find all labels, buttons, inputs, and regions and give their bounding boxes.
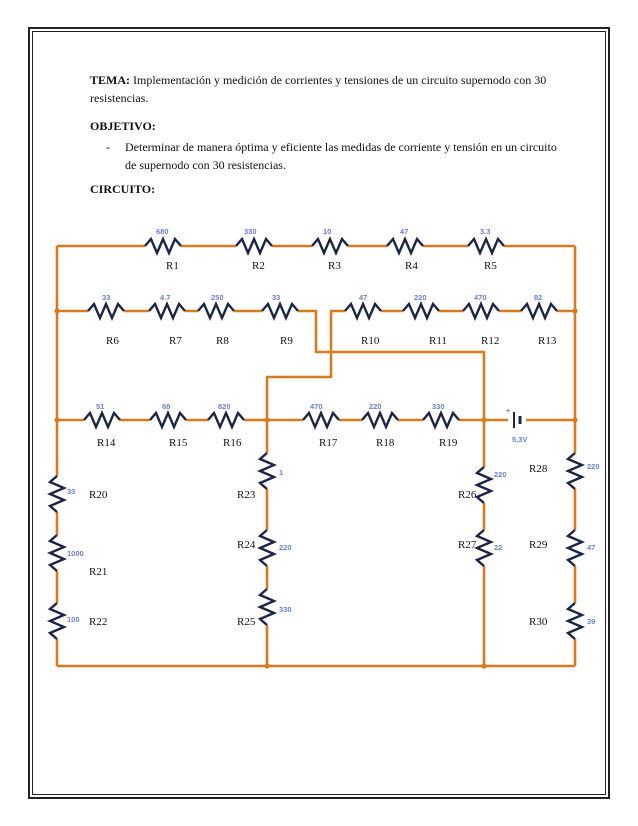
- resistor-r5: [468, 227, 504, 272]
- resistor-gap: [264, 589, 270, 625]
- node-dot: [264, 663, 269, 668]
- resistor-value-r26: 220: [494, 470, 507, 479]
- circuit-nodes: [54, 308, 577, 668]
- objetivo-text-line1: Determinar de manera óptima y eficiente las medidas de corriente y tensión en un circuito: [125, 140, 557, 154]
- resistor-r15: [150, 402, 188, 449]
- resistor-r3: [312, 227, 348, 272]
- resistor-r26: [458, 467, 507, 503]
- resistor-value-r21: 1000: [67, 549, 84, 558]
- resistor-value-r28: 220: [587, 462, 600, 471]
- resistor-r4: [387, 227, 423, 272]
- wire: [267, 311, 575, 666]
- resistor-label-r17: R17: [319, 437, 338, 449]
- resistor-label-r22: R22: [89, 616, 108, 628]
- resistor-value-r24: 220: [279, 543, 292, 552]
- resistor-gap: [481, 530, 487, 566]
- resistor-r11: [403, 293, 447, 347]
- node-dot: [54, 308, 59, 313]
- resistor-label-r11: R11: [429, 335, 447, 347]
- resistor-label-r6: R6: [106, 335, 119, 347]
- resistor-r9: [262, 293, 298, 347]
- resistor-value-r13: 82: [534, 293, 543, 302]
- resistor-label-r26: R26: [458, 489, 477, 501]
- resistor-r17: [303, 402, 339, 449]
- resistor-r7: [149, 293, 185, 347]
- battery-plus: +: [506, 406, 511, 415]
- resistor-label-r10: R10: [361, 335, 380, 347]
- resistor-value-r3: 10: [323, 227, 332, 236]
- resistor-r6: [88, 293, 124, 347]
- node-dot: [481, 417, 486, 422]
- resistor-value-r2: 330: [244, 227, 257, 236]
- node-dot: [481, 663, 486, 668]
- resistor-r20: [50, 476, 108, 512]
- resistor-value-r19: 330: [432, 402, 445, 411]
- resistor-gap: [345, 308, 381, 314]
- resistor-label-r7: R7: [169, 335, 182, 347]
- resistor-value-r5: 3.3: [480, 227, 491, 236]
- resistor-gap: [149, 308, 185, 314]
- resistor-r10: [345, 293, 381, 347]
- resistor-r12: [463, 293, 499, 347]
- resistor-value-r23: 1: [279, 468, 284, 477]
- resistor-label-r2: R2: [252, 260, 265, 272]
- resistor-gap: [572, 453, 578, 489]
- resistor-label-r19: R19: [439, 437, 458, 449]
- resistor-label-r23: R23: [237, 489, 256, 501]
- resistor-label-r9: R9: [280, 335, 293, 347]
- resistor-value-r11: 220: [414, 293, 427, 302]
- resistor-value-r14: 51: [96, 402, 105, 411]
- resistor-r23: [237, 453, 283, 501]
- resistor-gap: [208, 417, 244, 423]
- resistor-gap: [84, 417, 120, 423]
- tema-text-line1: Implementación y medición de corrientes y tensiones de un circuito supernodo con 30: [133, 73, 547, 87]
- resistor-r30: [529, 603, 595, 639]
- resistor-gap: [145, 243, 181, 249]
- resistor-gap: [198, 308, 234, 314]
- resistor-label-r3: R3: [328, 260, 341, 272]
- resistor-gap: [312, 243, 348, 249]
- resistor-r18: [362, 402, 398, 449]
- resistor-label-r24: R24: [237, 539, 256, 551]
- resistor-label-r29: R29: [529, 539, 548, 551]
- resistor-label-r16: R16: [223, 437, 242, 449]
- resistor-label-r1: R1: [166, 260, 179, 272]
- resistor-value-r15: 68: [162, 402, 171, 411]
- resistor-value-r16: 820: [218, 402, 231, 411]
- resistor-label-r18: R18: [376, 437, 395, 449]
- resistor-value-r9: 33: [272, 293, 281, 302]
- tema-label: TEMA:: [90, 73, 130, 87]
- resistor-r16: [208, 402, 244, 449]
- resistor-gap: [54, 603, 60, 639]
- resistor-label-r8: R8: [216, 335, 229, 347]
- resistor-gap: [303, 417, 339, 423]
- resistor-r22: [50, 603, 107, 639]
- resistor-r13: [521, 293, 557, 347]
- battery: [506, 406, 527, 444]
- resistor-gap: [521, 308, 557, 314]
- resistor-gap: [88, 308, 124, 314]
- resistor-value-r8: 250: [211, 293, 224, 302]
- resistor-label-r21: R21: [89, 566, 108, 578]
- resistor-value-r29: 47: [587, 543, 596, 552]
- battery-value: 5,3V: [512, 435, 528, 444]
- node-dot: [264, 417, 269, 422]
- resistor-value-r7: 4.7: [160, 293, 171, 302]
- resistor-r1: [145, 227, 181, 272]
- objetivo-bullet: -: [106, 140, 110, 154]
- resistor-label-r20: R20: [89, 489, 108, 501]
- resistor-gap: [236, 243, 272, 249]
- resistor-value-r12: 470: [474, 293, 487, 302]
- resistor-value-r25: 330: [279, 605, 292, 614]
- resistor-label-r13: R13: [538, 335, 557, 347]
- resistor-r28: [529, 453, 600, 489]
- resistor-label-r30: R30: [529, 616, 548, 628]
- resistor-gap: [468, 243, 504, 249]
- battery-gap: [508, 414, 526, 426]
- resistor-label-r27: R27: [458, 539, 477, 551]
- resistor-value-r10: 47: [359, 293, 368, 302]
- resistor-value-r30: 39: [587, 617, 596, 626]
- resistor-r29: [529, 530, 595, 566]
- circuit-resistors: [50, 227, 600, 639]
- resistor-r27: [458, 530, 502, 566]
- resistor-label-r4: R4: [405, 260, 418, 272]
- resistor-r24: [237, 530, 292, 566]
- resistor-gap: [463, 308, 499, 314]
- resistor-gap: [150, 417, 186, 423]
- resistor-label-r14: R14: [97, 437, 116, 449]
- resistor-gap: [54, 476, 60, 512]
- resistor-value-r4: 47: [400, 227, 409, 236]
- resistor-gap: [572, 530, 578, 566]
- resistor-label-r15: R15: [169, 437, 188, 449]
- resistor-gap: [481, 467, 487, 503]
- resistor-r14: [84, 402, 120, 449]
- node-dot: [572, 308, 577, 313]
- node-dot: [54, 417, 59, 422]
- resistor-gap: [423, 417, 459, 423]
- resistor-value-r18: 220: [369, 402, 382, 411]
- resistor-value-r22: 100: [67, 615, 80, 624]
- node-dot: [572, 417, 577, 422]
- resistor-gap: [572, 603, 578, 639]
- resistor-label-r12: R12: [481, 335, 500, 347]
- resistor-value-r6: 33: [102, 293, 111, 302]
- resistor-gap: [264, 530, 270, 566]
- resistor-r8: [198, 293, 234, 347]
- resistor-r21: [50, 535, 107, 578]
- resistor-label-r5: R5: [484, 260, 497, 272]
- resistor-gap: [264, 453, 270, 489]
- resistor-gap: [54, 535, 60, 571]
- resistor-value-r20: 33: [67, 487, 76, 496]
- objetivo-heading: OBJETIVO:: [90, 119, 156, 133]
- resistor-value-r1: 680: [156, 227, 169, 236]
- tema-text-line2: resistencias.: [90, 91, 149, 105]
- resistor-gap: [387, 243, 423, 249]
- resistor-value-r17: 470: [310, 402, 323, 411]
- resistor-gap: [262, 308, 298, 314]
- resistor-label-r25: R25: [237, 616, 256, 628]
- resistor-value-r27: 22: [494, 543, 503, 552]
- circuito-heading: CIRCUITO:: [90, 182, 156, 196]
- resistor-r2: [236, 227, 272, 272]
- resistor-label-r28: R28: [529, 463, 548, 475]
- resistor-gap: [362, 417, 398, 423]
- resistor-r19: [423, 402, 459, 449]
- objetivo-text-line2: de supernodo con 30 resistencias.: [125, 158, 286, 172]
- resistor-gap: [403, 308, 439, 314]
- resistor-r25: [237, 589, 292, 628]
